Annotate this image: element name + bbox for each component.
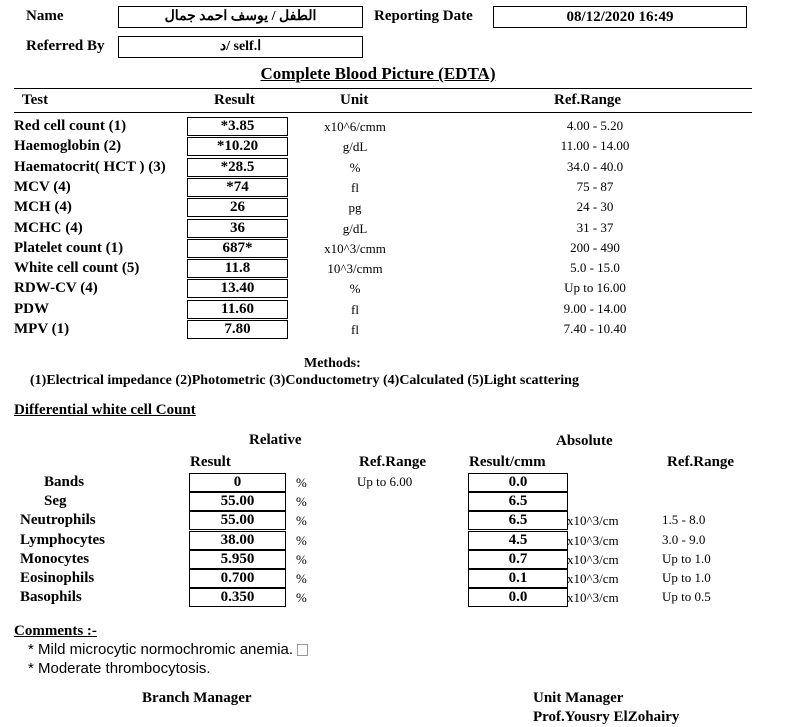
ref-range-value: 34.0 - 40.0	[566, 159, 624, 174]
diff-absolute-range: 3.0 - 9.0	[662, 532, 706, 547]
diff-absolute-range: Up to 0.5	[662, 589, 711, 604]
referred-by-value: د/ self.ا	[219, 39, 262, 54]
test-name: Red cell count (1)	[14, 118, 127, 134]
diff-absolute-unit: x10^3/cm	[567, 590, 619, 605]
diff-absolute-range: Up to 1.0	[662, 551, 711, 566]
percent-sign: %	[296, 494, 307, 509]
ref-range-value: 9.00 - 14.00	[563, 301, 627, 316]
reporting-date-value: 08/12/2020 16:49	[566, 9, 674, 25]
diff-result-label: Result	[190, 454, 231, 470]
diff-cell-name: Monocytes	[20, 551, 90, 567]
diff-cell-name: Seg	[44, 493, 67, 509]
diff-cell-name: Lymphocytes	[20, 532, 106, 548]
diff-relative-value: 0	[189, 473, 286, 492]
name-field	[118, 6, 363, 28]
diff-absolute-range: Up to 1.0	[662, 570, 711, 585]
col-test: Test	[22, 92, 49, 108]
diff-relative-value: 5.950	[189, 550, 286, 569]
diff-relative-value: 38.00	[189, 531, 286, 550]
name-label: Name	[26, 8, 64, 24]
ref-range-value: 11.00 - 14.00	[560, 138, 630, 153]
ref-range-value: 7.40 - 10.40	[563, 321, 627, 336]
branch-manager-label: Branch Manager	[142, 690, 252, 706]
test-name: Haemoglobin (2)	[14, 138, 122, 154]
unit-value: g/dL	[342, 221, 368, 236]
diff-absolute-unit: x10^3/cm	[567, 513, 619, 528]
diff-abs-ref-range-label: Ref.Range	[667, 454, 735, 470]
square-glyph-icon	[297, 644, 308, 656]
ref-range-value: 31 - 37	[576, 220, 614, 235]
relative-label: Relative	[249, 432, 302, 448]
result-value: *74	[187, 178, 288, 197]
unit-value: pg	[348, 200, 362, 215]
diff-absolute-unit: x10^3/cm	[567, 533, 619, 548]
test-name: MPV (1)	[14, 321, 70, 337]
comments-title: Comments :-	[14, 623, 97, 639]
result-value: 36	[187, 219, 288, 238]
diff-absolute-value: 0.0	[468, 588, 568, 607]
diff-result-cmm-label: Result/cmm	[469, 454, 546, 470]
percent-sign: %	[296, 590, 307, 605]
referred-by-field	[118, 36, 363, 58]
differential-title: Differential white cell Count	[14, 402, 196, 418]
percent-sign: %	[296, 513, 307, 528]
test-name: Haematocrit( HCT ) (3)	[14, 159, 166, 175]
ref-range-value: 5.0 - 15.0	[570, 260, 620, 275]
diff-relative-value: 55.00	[189, 511, 286, 530]
diff-cell-name: Basophils	[20, 589, 82, 605]
result-value: 26	[187, 198, 288, 217]
result-value: *28.5	[187, 158, 288, 177]
result-value: 11.8	[187, 259, 288, 278]
comment-line-2: * Moderate thrombocytosis.	[28, 660, 211, 677]
diff-cell-name: Bands	[44, 474, 85, 490]
unit-value: fl	[351, 322, 359, 337]
title-rule	[14, 88, 752, 89]
test-name: RDW-CV (4)	[14, 280, 98, 296]
ref-range-value: 200 - 490	[570, 240, 620, 255]
unit-value: fl	[351, 180, 359, 195]
referred-by-label: Referred By	[26, 38, 105, 54]
col-result: Result	[214, 92, 255, 108]
percent-sign: %	[296, 475, 307, 490]
report-title: Complete Blood Picture (EDTA)	[260, 64, 496, 83]
ref-range-value: 24 - 30	[576, 199, 614, 214]
test-name: MCH (4)	[14, 199, 72, 215]
ref-range-value: Up to 16.00	[564, 280, 626, 295]
diff-absolute-value: 0.0	[468, 473, 568, 492]
diff-absolute-unit: x10^3/cm	[567, 552, 619, 567]
ref-range-value: 4.00 - 5.20	[566, 118, 624, 133]
col-unit: Unit	[340, 92, 369, 108]
diff-relative-value: 0.350	[189, 588, 286, 607]
result-value: 13.40	[187, 279, 288, 298]
result-value: 7.80	[187, 320, 288, 339]
percent-sign: %	[296, 533, 307, 548]
diff-cell-name: Neutrophils	[20, 512, 96, 528]
diff-relative-value: 55.00	[189, 492, 286, 511]
diff-relative-range: Up to 6.00	[357, 474, 413, 489]
result-value: 11.60	[187, 300, 288, 319]
diff-absolute-value: 0.7	[468, 550, 568, 569]
unit-value: 10^3/cmm	[327, 261, 383, 276]
ref-range-value: 75 - 87	[576, 179, 614, 194]
diff-ref-range-label: Ref.Range	[359, 454, 427, 470]
result-value: 687*	[187, 239, 288, 258]
percent-sign: %	[296, 552, 307, 567]
unit-value: x10^6/cmm	[324, 119, 386, 134]
header-rule	[14, 112, 752, 113]
reporting-date-label: Reporting Date	[374, 8, 473, 24]
diff-absolute-range: 1.5 - 8.0	[662, 512, 706, 527]
absolute-label: Absolute	[556, 433, 613, 449]
test-name: Platelet count (1)	[14, 240, 124, 256]
unit-manager-name: Prof.Yousry ElZohairy	[533, 709, 680, 725]
test-name: MCHC (4)	[14, 220, 83, 236]
diff-relative-value: 0.700	[189, 569, 286, 588]
result-value: *10.20	[187, 137, 288, 156]
unit-manager-label: Unit Manager	[533, 690, 624, 706]
diff-absolute-value: 6.5	[468, 492, 568, 511]
unit-value: x10^3/cmm	[324, 241, 386, 256]
result-value: *3.85	[187, 117, 288, 136]
methods-title: Methods:	[304, 356, 361, 371]
name-value: الطفل / يوسف احمد جمال	[164, 9, 317, 24]
col-ref-range: Ref.Range	[554, 92, 622, 108]
diff-cell-name: Eosinophils	[20, 570, 95, 586]
methods-list: (1)Electrical impedance (2)Photometric (3)Conductometry (4)Calculated (5)Light scattering	[30, 373, 579, 388]
unit-value: fl	[351, 302, 359, 317]
diff-absolute-unit: x10^3/cm	[567, 571, 619, 586]
unit-value: %	[349, 281, 361, 296]
diff-absolute-value: 0.1	[468, 569, 568, 588]
unit-value: %	[349, 160, 361, 175]
diff-absolute-value: 4.5	[468, 531, 568, 550]
comment-line-1: * Mild microcytic normochromic anemia.	[28, 641, 294, 658]
test-name: White cell count (5)	[14, 260, 140, 276]
unit-value: g/dL	[342, 139, 368, 154]
reporting-date-field	[493, 6, 747, 28]
test-name: MCV (4)	[14, 179, 71, 195]
test-name: PDW	[14, 301, 49, 317]
percent-sign: %	[296, 571, 307, 586]
diff-absolute-value: 6.5	[468, 511, 568, 530]
